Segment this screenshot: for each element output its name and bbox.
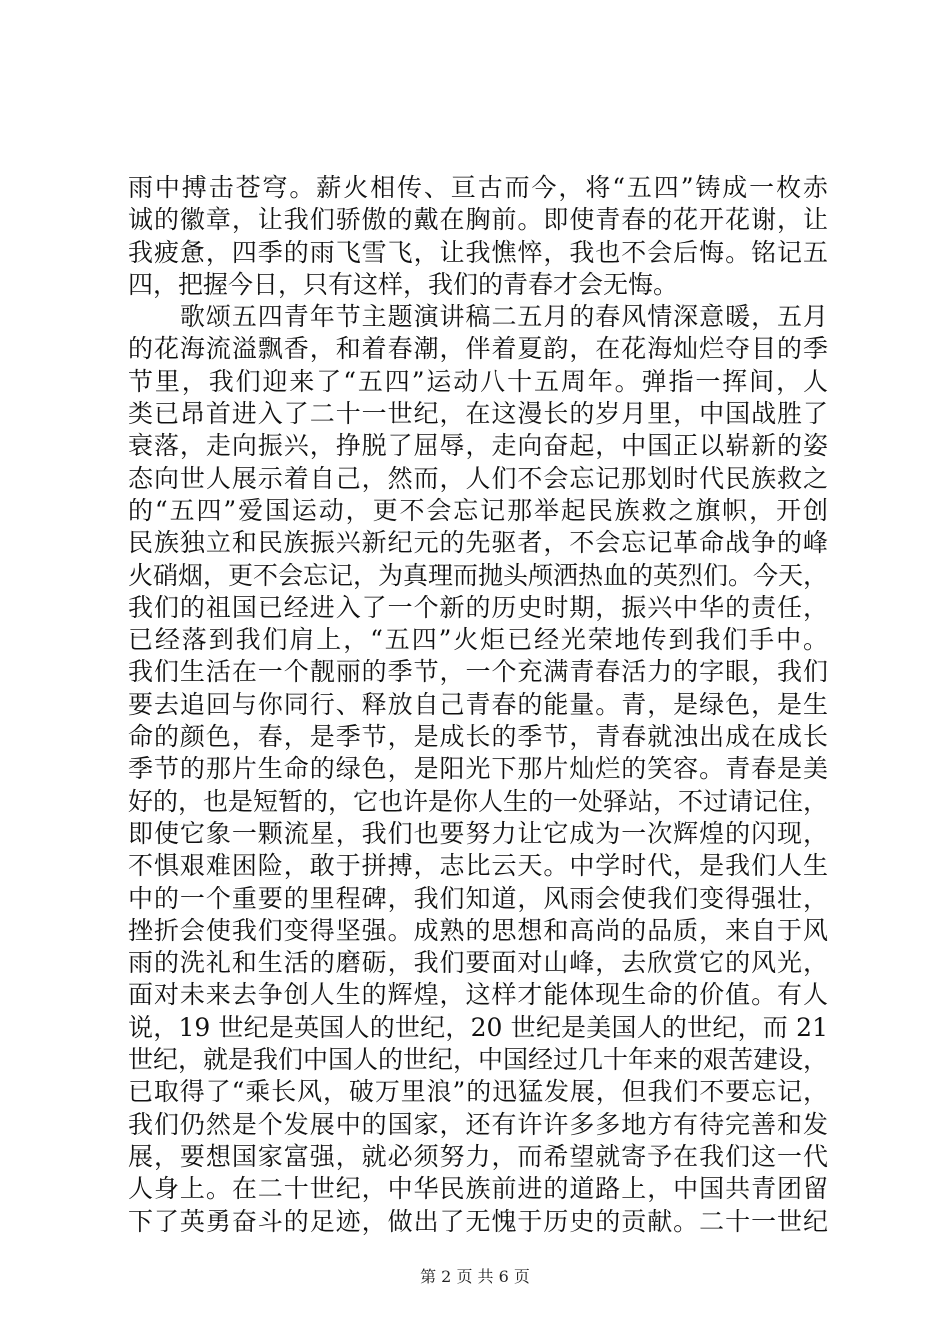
text-line: 诚的徽章，让我们骄傲的戴在胸前。即使青春的花开花谢，让 xyxy=(128,205,828,235)
text-line: 类已昂首进入了二十一世纪，在这漫长的岁月里，中国战胜了 xyxy=(128,399,828,429)
text-line: 态向世人展示着自己，然而，人们不会忘记那划时代民族救之 xyxy=(128,463,828,493)
text-line: 已经落到我们肩上，“五四”火炬已经光荣地传到我们手中。 xyxy=(128,625,828,655)
text-line: 即使它象一颗流星，我们也要努力让它成为一次辉煌的闪现， xyxy=(128,818,828,848)
text-line: 命的颜色，春，是季节，是成长的季节，青春就浊出成在成长 xyxy=(128,722,828,752)
body-text xyxy=(128,172,828,1238)
text-line: 衰落，走向振兴，挣脱了屈辱，走向奋起，中国正以崭新的姿 xyxy=(128,431,828,461)
text-line: 我们仍然是个发展中的国家，还有许许多多地方有待完善和发 xyxy=(128,1109,828,1139)
text-line: 我们生活在一个靓丽的季节，一个充满青春活力的字眼，我们 xyxy=(128,657,828,687)
text-line: 挫折会使我们变得坚强。成熟的思想和高尚的品质，来自于风 xyxy=(128,915,828,945)
text-line: 的花海流溢飘香，和着春潮，伴着夏韵，在花海灿烂夺目的季 xyxy=(128,334,828,364)
text-line: 火硝烟，更不会忘记，为真理而抛头颅洒热血的英烈们。今天， xyxy=(128,560,829,590)
text-line: 中的一个重要的里程碑，我们知道，风雨会使我们变得强壮， xyxy=(128,883,828,913)
text-line: 我们的祖国已经进入了一个新的历史时期，振兴中华的责任， xyxy=(128,592,828,622)
text-line: 人身上。在二十世纪，中华民族前进的道路上，中国共青团留 xyxy=(128,1174,828,1204)
text-line: 的“五四”爱国运动，更不会忘记那举起民族救之旗帜，开创 xyxy=(128,495,828,525)
text-line: 季节的那片生命的绿色，是阳光下那片灿烂的笑容。青春是美 xyxy=(128,754,828,784)
text-line: 说，19 世纪是英国人的世纪，20 世纪是美国人的世纪，而 21 xyxy=(128,1012,828,1042)
text-line: 世纪，就是我们中国人的世纪，中国经过几十年来的艰苦建设， xyxy=(128,1045,829,1075)
text-line: 雨中搏击苍穹。薪火相传、亘古而今，将“五四”铸成一枚赤 xyxy=(128,173,828,202)
text-line: 不惧艰难困险，敢于拼搏，志比云天。中学时代，是我们人生 xyxy=(128,851,828,881)
text-line: 歌颂五四青年节主题演讲稿二五月的春风情深意暖，五月 xyxy=(128,302,828,332)
text-line: 雨的洗礼和生活的磨砺，我们要面对山峰，去欣赏它的风光， xyxy=(128,948,828,978)
text-line: 展，要想国家富强，就必须努力，而希望就寄予在我们这一代 xyxy=(128,1141,828,1171)
page-indicator: 第 2 页 共 6 页 xyxy=(420,1267,530,1286)
text-line: 民族独立和民族振兴新纪元的先驱者，不会忘记革命战争的峰 xyxy=(128,528,828,558)
text-line: 节里，我们迎来了“五四”运动八十五周年。弹指一挥间，人 xyxy=(128,366,828,396)
text-line: 要去追回与你同行、释放自己青春的能量。青，是绿色，是生 xyxy=(128,689,828,719)
text-line: 已取得了“乘长风，破万里浪”的迅猛发展，但我们不要忘记， xyxy=(128,1077,828,1107)
text-line: 好的，也是短暂的，它也许是你人生的一处驿站，不过请记住， xyxy=(128,786,829,816)
text-line: 下了英勇奋斗的足迹，做出了无愧于历史的贡献。二十一世纪 xyxy=(128,1206,828,1236)
text-line: 面对未来去争创人生的辉煌，这样才能体现生命的价值。有人 xyxy=(128,980,828,1010)
text-line: 四，把握今日，只有这样，我们的青春才会无悔。 xyxy=(128,269,679,299)
text-line: 我疲惫，四季的雨飞雪飞，让我憔悴，我也不会后悔。铭记五 xyxy=(128,237,828,267)
